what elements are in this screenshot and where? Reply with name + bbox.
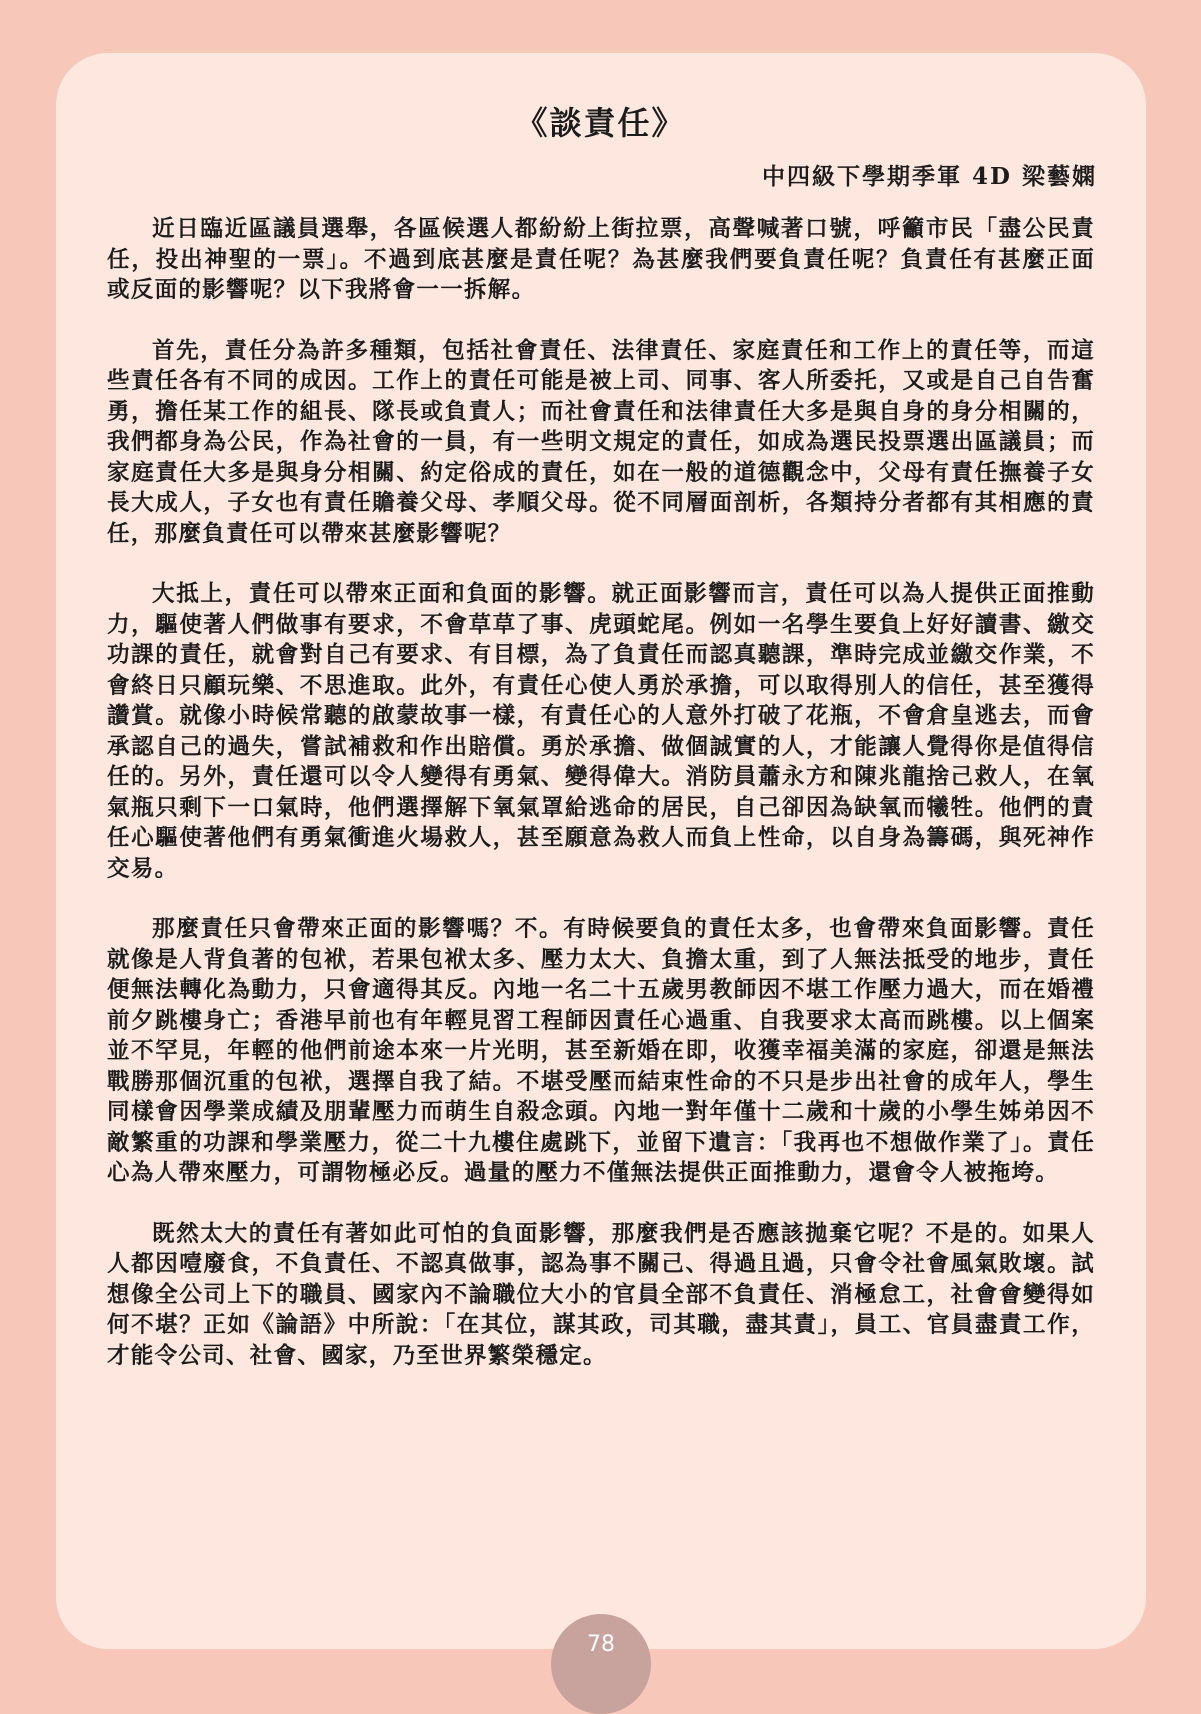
paragraph-5: 既然太大的責任有著如此可怕的負面影響，那麼我們是否應該拋棄它呢？不是的。如果人人都因噎廢食，不負責任、不認真做事，認為事不關己、得過且過，只會令社會風氣敗壞。試想像全公司上下的職員、國家內不論職位大小的官員全部不負責任、消極怠工，社會會變得如何不堪？正如《論語》中所說：「在其位，謀其政，司其職，盡其責」，員工、官員盡責工作，才能令公司、社會、國家，乃至世界繁榮穩定。 bbox=[107, 1220, 1095, 1369]
paragraph-1: 近日臨近區議員選舉，各區候選人都紛紛上街拉票，高聲喊著口號，呼籲市民「盡公民責任，投出神聖的一票」。不過到底甚麼是責任呢？為甚麼我們要負責任呢？負責任有甚麼正面或反面的影響呢？以下我將會一一拆解。 bbox=[107, 216, 1095, 303]
article-author: 中四級下學期季軍 4D 梁藝嫻 bbox=[762, 163, 1097, 190]
page-number: 78 bbox=[587, 1632, 615, 1657]
paragraph-2: 首先，責任分為許多種類，包括社會責任、法律責任、家庭責任和工作上的責任等，而這些責任各有不同的成因。工作上的責任可能是被上司、同事、客人所委托，又或是自己自告奮勇，擔任某工作的組長、隊長或負責人；而社會責任和法律責任大多是與自身的身分相關的，我們都身為公民，作為社會的一員，有一些明文規定的責任，如成為選民投票選出區議員；而家庭責任大多是與身分相關、約定俗成的責任，如在一般的道德觀念中，父母有責任撫養子女長大成人，子女也有責任贍養父母、孝順父母。從不同層面剖析，各類持分者都有其相應的責任，那麼負責任可以帶來甚麼影響呢？ bbox=[107, 337, 1095, 547]
paragraph-4: 那麼責任只會帶來正面的影響嗎？不。有時候要負的責任太多，也會帶來負面影響。責任就像是人背負著的包袱，若果包袱太多、壓力太大、負擔太重，到了人無法抵受的地步，責任便無法轉化為動力，只會適得其反。內地一名二十五歲男教師因不堪工作壓力過大，而在婚禮前夕跳樓身亡；香港早前也有年輕見習工程師因責任心過重、自我要求太高而跳樓。以上個案並不罕見，年輕的他們前途本來一片光明，甚至新婚在即，收獲幸福美滿的家庭，卻還是無法戰勝那個沉重的包袱，選擇自我了結。不堪受壓而結束性命的不只是步出社會的成年人，學生同樣會因學業成績及朋輩壓力而萌生自殺念頭。內地一對年僅十二歲和十歲的小學生姊弟因不敵繁重的功課和學業壓力，從二十九樓住處跳下，並留下遺言：「我再也不想做作業了」。責任心為人帶來壓力，可謂物極必反。過量的壓力不僅無法提供正面推動力，還會令人被拖垮。 bbox=[107, 916, 1095, 1186]
article-title: 《談責任》 bbox=[515, 104, 686, 142]
article-body bbox=[107, 214, 1095, 1401]
page-number-badge bbox=[551, 1614, 651, 1714]
paragraph-3: 大抵上，責任可以帶來正面和負面的影響。就正面影響而言，責任可以為人提供正面推動力，驅使著人們做事有要求，不會草草了事、虎頭蛇尾。例如一名學生要負上好好讀書、繳交功課的責任，就會對自己有要求、有目標，為了負責任而認真聽課，準時完成並繳交作業，不會終日只顧玩樂、不思進取。此外，有責任心使人勇於承擔，可以取得別人的信任，甚至獲得讚賞。就像小時候常聽的啟蒙故事一樣，有責任心的人意外打破了花瓶，不會倉皇逃去，而會承認自己的過失，嘗試補救和作出賠償。勇於承擔、做個誠實的人，才能讓人覺得你是值得信任的。另外，責任還可以令人變得有勇氣、變得偉大。消防員蕭永方和陳兆龍捨己救人，在氧氣瓶只剩下一口氣時，他們選擇解下氧氣罩給逃命的居民，自己卻因為缺氧而犧牲。他們的責任心驅使著他們有勇氣衝進火場救人，甚至願意為救人而負上性命，以自身為籌碼，與死神作交易。 bbox=[107, 581, 1095, 882]
